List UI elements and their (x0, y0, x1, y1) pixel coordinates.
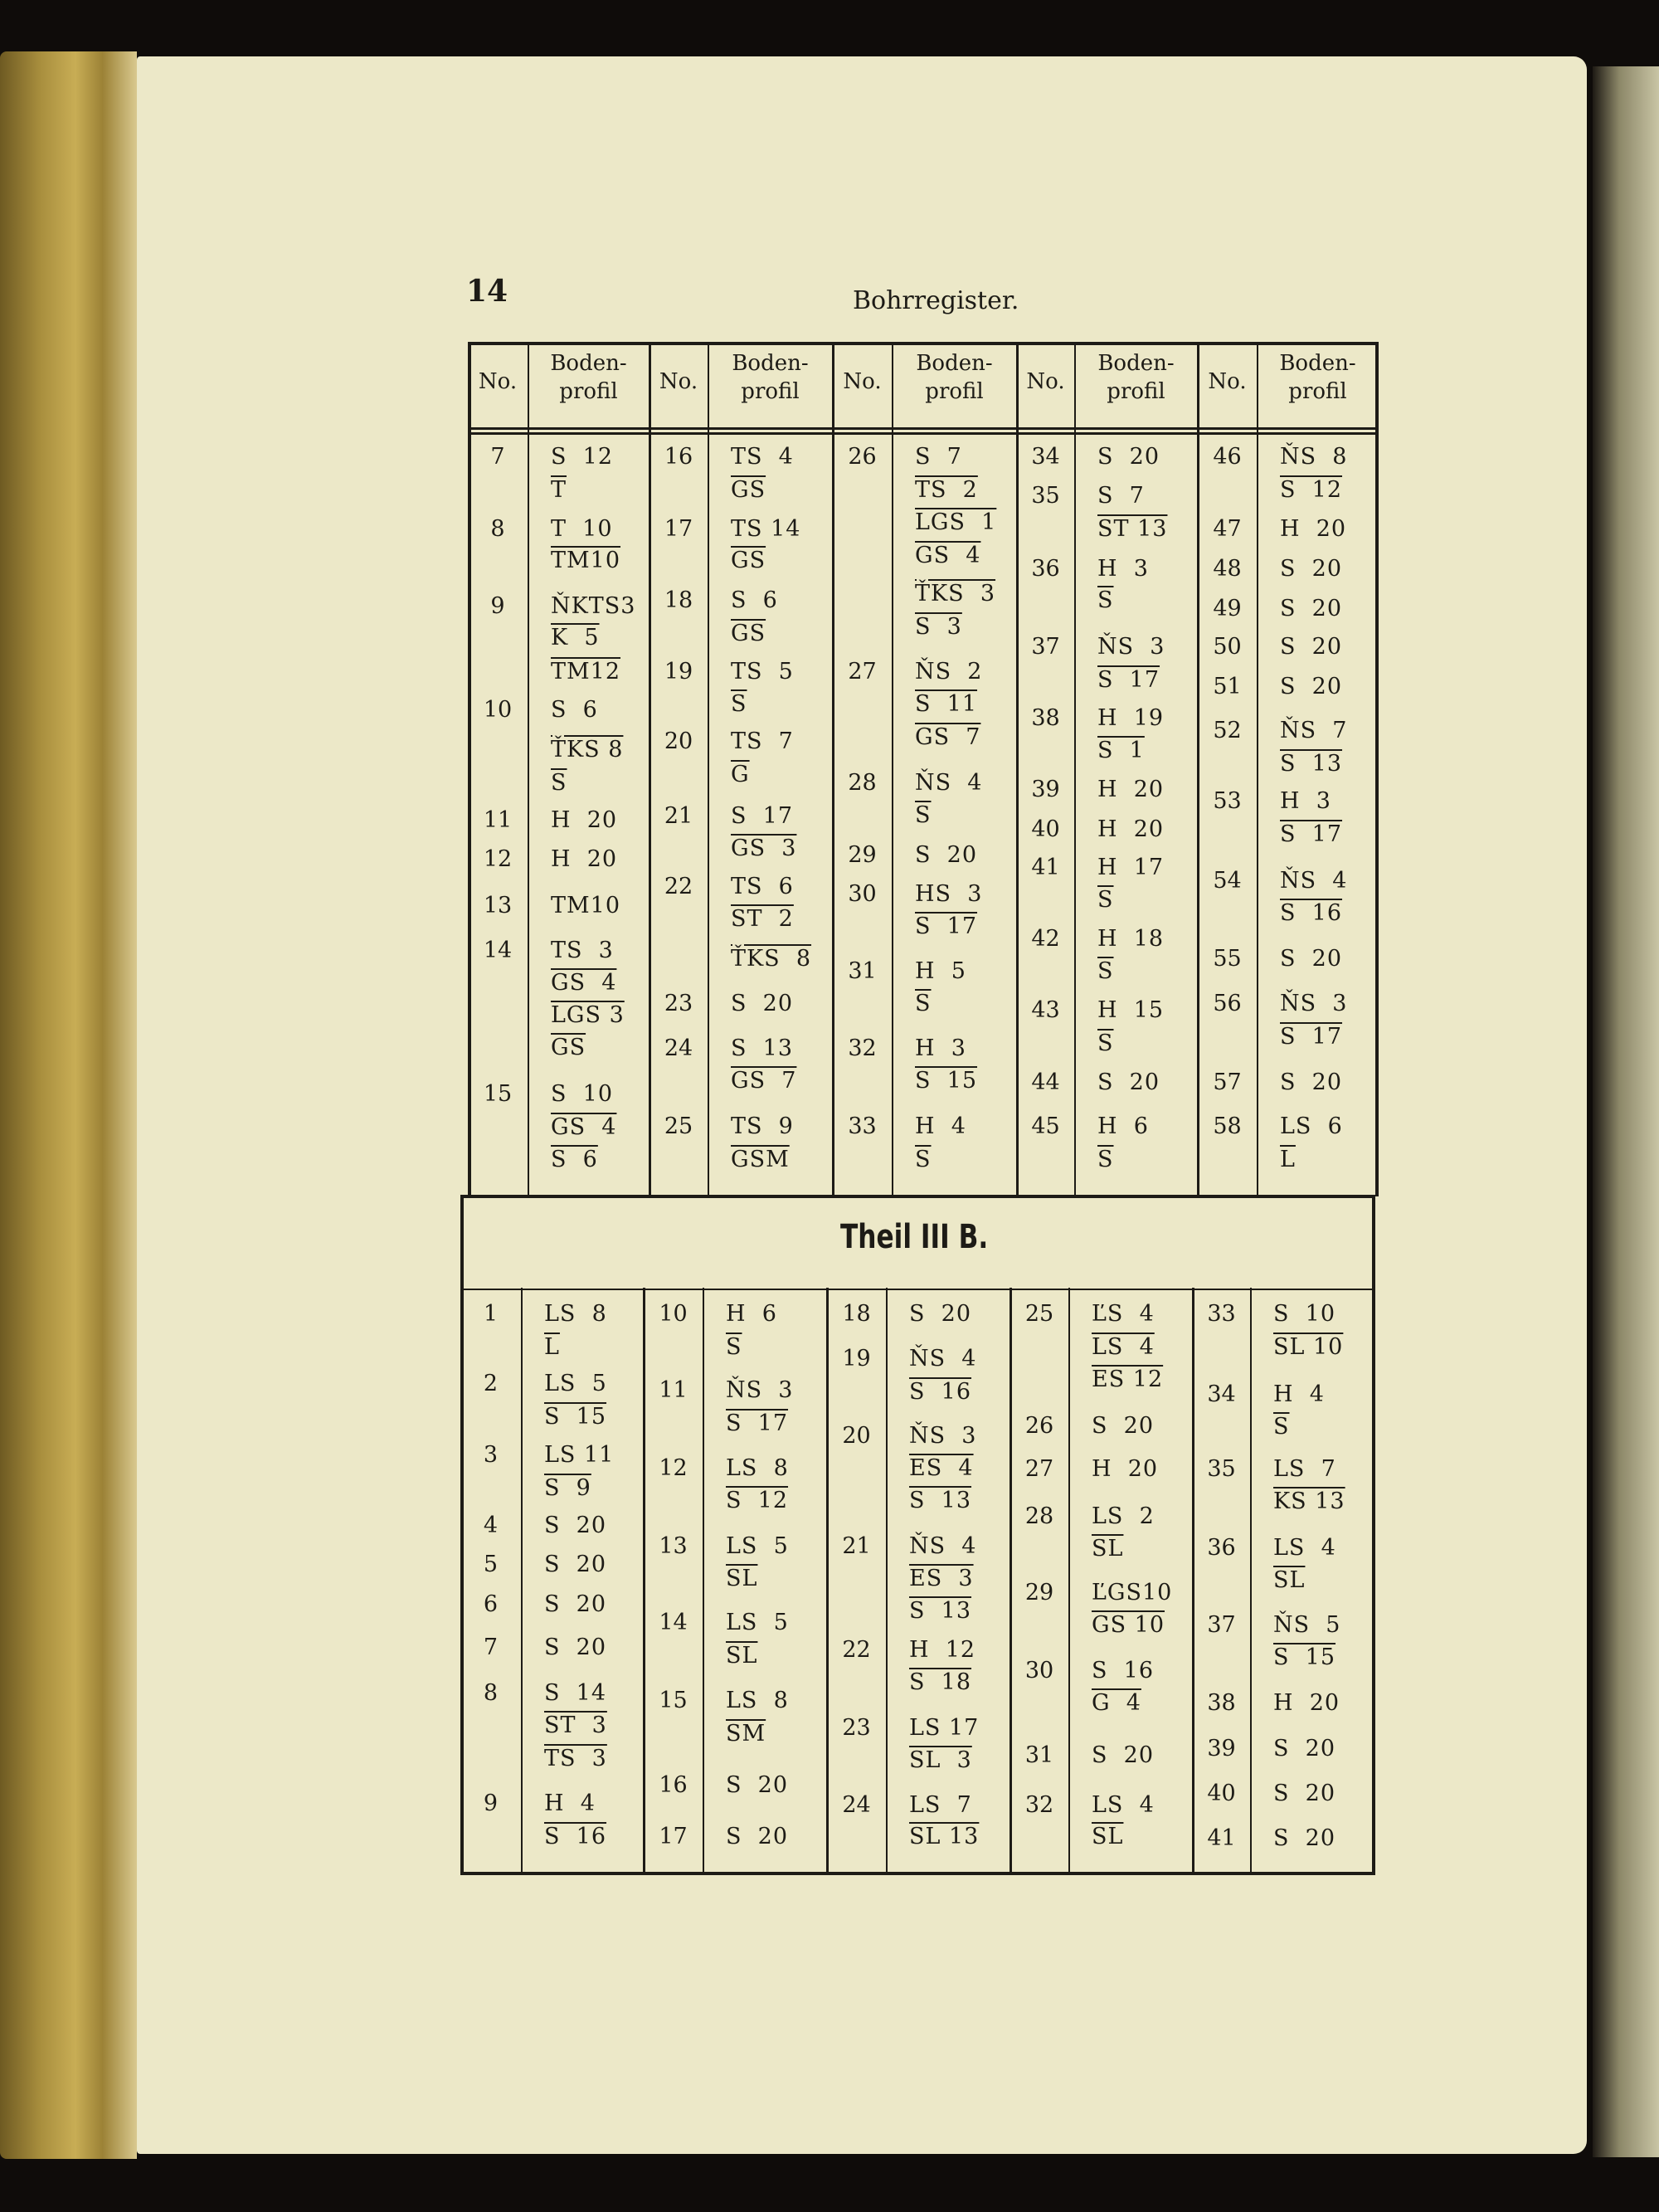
table_b-soil-profile-entry: S 15 (544, 1404, 607, 1430)
table_b-group-divider (1192, 1288, 1194, 1875)
table_b-no-divider (886, 1288, 888, 1875)
table_b-soil-profile-entry: LS 8 (726, 1688, 789, 1713)
table_a-soil-profile-entry: S 16 (1280, 900, 1343, 926)
table_a-soil-profile-entry: H 20 (1097, 777, 1165, 802)
table_a-soil-profile-entry: S 20 (1280, 674, 1343, 699)
table_a-row-number: 13 (483, 893, 513, 918)
table_b-no-divider (703, 1288, 704, 1875)
table_b-soil-profile-entry: S 20 (726, 1824, 789, 1849)
table_a-row-number: 48 (1213, 556, 1242, 582)
table_b-row-number: 24 (842, 1792, 871, 1818)
table_a-soil-profile-entry: ŇKTS3 (551, 593, 636, 619)
table_a-soil-profile-entry: $\overline{T}$ (551, 477, 567, 503)
table_a-row-number: 29 (848, 842, 877, 868)
table_b-soil-profile-entry: ĽGS10 (1092, 1580, 1173, 1605)
table_b-soil-profile-entry: S 20 (909, 1301, 972, 1327)
table_b-group-divider (826, 1288, 829, 1875)
table_b-soil-profile-entry: H 20 (1092, 1456, 1159, 1482)
table_a-soil-profile-entry: LGS 3 (551, 1002, 625, 1028)
table_b-soil-profile-entry: LS 8 (726, 1455, 789, 1481)
table_a-soil-profile-entry: TS 9 (731, 1113, 794, 1139)
table_a-row-number: 30 (848, 881, 877, 907)
table_b-row-number: 13 (659, 1533, 688, 1559)
table_a-row-number: 9 (490, 593, 505, 619)
table_a-soil-profile-entry: $\overline{S}$ (1097, 1030, 1114, 1056)
table_a-row-number: 50 (1213, 634, 1242, 660)
table_a-row-number: 28 (848, 770, 877, 796)
table_a-row-number: 51 (1213, 674, 1242, 699)
table_b-row-number: 2 (483, 1371, 499, 1396)
table_a-soil-profile-entry: S 12 (1280, 477, 1343, 503)
table_a-soil-profile-entry: H 20 (1280, 516, 1347, 542)
table_b-soil-profile-entry: LS 7 (1273, 1456, 1336, 1482)
table_b-row-number: 31 (1024, 1742, 1054, 1768)
table_b-soil-profile-entry: S 17 (726, 1411, 789, 1436)
table_b-soil-profile-entry: $\overline{SM}$ (726, 1721, 766, 1747)
table_b-soil-profile-entry: SL 10 (1273, 1334, 1344, 1360)
table_b-soil-profile-entry: S 20 (726, 1772, 789, 1798)
table_a-soil-profile-entry: TM10 (551, 893, 621, 918)
table_b-row-number: 34 (1207, 1381, 1236, 1407)
table_b-soil-profile-entry: $\overline{S}$ (1273, 1414, 1290, 1440)
table_a-no-divider (1257, 342, 1258, 1195)
table_b-soil-profile-entry: TS 3 (544, 1746, 607, 1771)
table_a-no-divider (1074, 342, 1076, 1195)
table_a-soil-profile-entry: TS 2 (915, 477, 978, 503)
table_b-soil-profile-entry: S 20 (1092, 1413, 1155, 1439)
table_a-soil-profile-entry: ŇS 4 (915, 770, 983, 796)
table_a-row-number: 23 (664, 991, 693, 1016)
table_b-soil-profile-entry: LS 7 (909, 1792, 972, 1818)
table_b-soil-profile-entry: ŇS 5 (1273, 1612, 1341, 1638)
table_a-soil-profile-entry: $\overline{GSM}$ (731, 1147, 790, 1172)
table_b-group-divider (1010, 1288, 1012, 1875)
table_a-soil-profile-entry: S 10 (551, 1081, 614, 1107)
table_b-soil-profile-entry: S 20 (544, 1552, 607, 1577)
table_a-soil-profile-entry: TS 5 (731, 659, 794, 685)
table_b-no-divider (521, 1288, 523, 1875)
table_b-group-divider (643, 1288, 645, 1875)
table_b-row-number: 33 (1207, 1301, 1236, 1327)
table_a-row-number: 14 (483, 938, 513, 963)
table_b-row-number: 41 (1207, 1825, 1236, 1851)
table_a-soil-profile-entry: TS 7 (731, 728, 794, 754)
table_a-soil-profile-entry: TS 3 (551, 938, 614, 963)
table_a-row-number: 16 (664, 444, 693, 470)
table_b-soil-profile-entry: S 20 (1273, 1736, 1336, 1761)
table_a-group-divider (1016, 342, 1019, 1195)
table_a-row-number: 8 (490, 516, 505, 542)
table_a-soil-profile-entry: HS 3 (915, 881, 983, 907)
table_a-header-profile: Boden- profil (1279, 351, 1356, 404)
table_a-soil-profile-entry: S 6 (551, 697, 598, 723)
table_a-soil-profile-entry: H 3 (1280, 788, 1331, 814)
table_b-row-number: 36 (1207, 1535, 1236, 1561)
table_b-soil-profile-entry: LS 4 (1273, 1535, 1336, 1561)
table_a-soil-profile-entry: S 20 (1280, 634, 1343, 660)
table_a-row-number: 52 (1213, 718, 1242, 743)
table_b-soil-profile-entry: ES 3 (909, 1566, 974, 1591)
table_b-soil-profile-entry: $\overline{SL}$ (1092, 1824, 1124, 1849)
page-number: 14 (466, 274, 508, 309)
table_b-soil-profile-entry: LS 5 (544, 1371, 607, 1396)
table_a-row-number: 39 (1031, 777, 1060, 802)
table_b-row-number: 11 (659, 1377, 688, 1403)
table_b-soil-profile-entry: S 20 (1273, 1781, 1336, 1806)
table_b-row-number: 12 (659, 1455, 688, 1481)
table_a-row-number: 25 (664, 1113, 693, 1139)
table_b-soil-profile-entry: $\overline{SL}$ (1273, 1567, 1306, 1593)
table_b-soil-profile-entry: S 16 (544, 1824, 607, 1849)
table_b-row-number: 16 (659, 1772, 688, 1798)
table_a-row-number: 19 (664, 659, 693, 685)
table_a-row-number: 43 (1031, 997, 1060, 1023)
table_a-header-no: No. (1026, 369, 1065, 394)
table_a-soil-profile-entry: S 11 (915, 691, 978, 717)
table_a-row-number: 40 (1031, 816, 1060, 842)
table_a-soil-profile-entry: ST 2 (731, 906, 794, 932)
table_a-soil-profile-entry: ŇS 7 (1280, 718, 1348, 743)
table_b-row-number: 38 (1207, 1690, 1236, 1716)
table_a-soil-profile-entry: H 15 (1097, 997, 1165, 1023)
table_a-header-profile: Boden- profil (916, 351, 993, 404)
table_b-soil-profile-entry: ŇS 4 (909, 1533, 977, 1559)
table_a-row-number: 12 (483, 846, 513, 872)
table_b-row-number: 15 (659, 1688, 688, 1713)
table_b-soil-profile-entry: G 4 (1092, 1690, 1141, 1716)
table_b-row-number: 25 (1024, 1301, 1054, 1327)
table_a-soil-profile-entry: S 7 (915, 444, 962, 470)
table_b-soil-profile-entry: KS 13 (1273, 1488, 1345, 1514)
table_a-soil-profile-entry: $\overline{G}$ (731, 762, 750, 787)
table_b-soil-profile-entry: LS 11 (544, 1442, 615, 1468)
table_b-row-number: 20 (842, 1423, 871, 1449)
table_b-soil-profile-entry: ŇS 3 (726, 1377, 794, 1403)
table_a-group-divider (832, 342, 834, 1195)
table_a-header-profile: Boden- profil (1097, 351, 1175, 404)
table_b-row-number: 19 (842, 1346, 871, 1372)
table_a-soil-profile-entry: $\overline{S}$ (915, 991, 932, 1016)
table_b-soil-profile-entry: S 10 (1273, 1301, 1336, 1327)
table_b-no-divider (1068, 1288, 1070, 1875)
table_a-soil-profile-entry: H 3 (1097, 556, 1149, 582)
table_a-soil-profile-entry: S 13 (1280, 751, 1343, 777)
table_a-soil-profile-entry: ŇS 3 (1097, 634, 1165, 660)
table_b-row-number: 30 (1024, 1658, 1054, 1683)
table_b-soil-profile-entry: SL 3 (909, 1747, 972, 1773)
table_b-soil-profile-entry: $\overline{SL}$ (726, 1566, 758, 1591)
table_b-soil-profile-entry: H 4 (544, 1791, 596, 1816)
table_a-soil-profile-entry: S 6 (551, 1147, 598, 1172)
table_a-soil-profile-entry: TS 6 (731, 874, 794, 899)
table_a-soil-profile-entry: S 17 (1097, 667, 1160, 693)
table_b-row-number: 22 (842, 1637, 871, 1663)
table_b-soil-profile-entry: GS 10 (1092, 1612, 1165, 1638)
table_a-row-number: 33 (848, 1113, 877, 1139)
table_a-row-number: 18 (664, 587, 693, 613)
table_a-soil-profile-entry: ŇS 2 (915, 659, 983, 685)
table_a-soil-profile-entry: TS 4 (731, 444, 794, 470)
table_b-soil-profile-entry: S 18 (909, 1669, 972, 1695)
table_b-soil-profile-entry: ES 12 (1092, 1367, 1164, 1392)
table_b-row-number: 1 (483, 1301, 499, 1327)
table_a-soil-profile-entry: H 19 (1097, 705, 1165, 731)
table_a-soil-profile-entry: $\overline{GS}$ (731, 548, 766, 573)
table_a-row-number: 58 (1213, 1113, 1242, 1139)
table_a-soil-profile-entry: S 1 (1097, 738, 1145, 763)
table_a-header-rule (468, 427, 1379, 430)
table_b-soil-profile-entry: S 16 (1092, 1658, 1155, 1683)
table_b-soil-profile-entry: S 9 (544, 1475, 591, 1501)
table_a-soil-profile-entry: ŇS 4 (1280, 868, 1348, 894)
table_b-soil-profile-entry: S 20 (1092, 1742, 1155, 1768)
table_a-soil-profile-entry: GS 7 (915, 724, 981, 750)
table_b-soil-profile-entry: $\overline{S}$ (726, 1334, 742, 1360)
table_b-row-number: 8 (483, 1680, 499, 1706)
table_a-no-divider (708, 342, 709, 1195)
table_b-soil-profile-entry: LS 4 (1092, 1792, 1155, 1818)
table_a-soil-profile-entry: GS 4 (551, 1114, 617, 1140)
table_a-soil-profile-entry: S 17 (1280, 1024, 1343, 1050)
table_b-row-number: 7 (483, 1635, 499, 1660)
table_a-soil-profile-entry: S 17 (1280, 821, 1343, 847)
table_b-soil-profile-entry: $\overline{SL}$ (726, 1643, 758, 1669)
table_b-row-number: 26 (1024, 1413, 1054, 1439)
table_b-row-number: 39 (1207, 1736, 1236, 1761)
table_a-row-number: 17 (664, 516, 693, 542)
table_a-soil-profile-entry: S 20 (1097, 1069, 1160, 1095)
table_b-soil-profile-entry: SL 13 (909, 1824, 980, 1849)
table_a-soil-profile-entry: S 7 (1097, 483, 1145, 509)
table_b-soil-profile-entry: S 20 (1273, 1825, 1336, 1851)
table_a-soil-profile-entry: TM12 (551, 659, 621, 685)
table_a-soil-profile-entry: H 17 (1097, 855, 1165, 880)
table_a-soil-profile-entry: TS 14 (731, 516, 801, 542)
table_a-row-number: 15 (483, 1081, 513, 1107)
table_a-soil-profile-entry: H 20 (551, 807, 618, 833)
table_b-soil-profile-entry: S 14 (544, 1680, 607, 1706)
table_a-soil-profile-entry: ŇS 8 (1280, 444, 1348, 470)
table_a-soil-profile-entry: S 17 (915, 914, 978, 939)
table_a-soil-profile-entry: ST 13 (1097, 516, 1168, 542)
section-title-theil-iii-b: Theil III B. (840, 1218, 989, 1256)
table_b-soil-profile-entry: S 13 (909, 1488, 972, 1513)
table_a-row-number: 35 (1031, 483, 1060, 509)
table_b-row-number: 9 (483, 1791, 499, 1816)
table_a-soil-profile-entry: $\overline{S}$ (551, 770, 567, 796)
table_b-row-number: 28 (1024, 1503, 1054, 1529)
table_b-row-number: 5 (483, 1552, 499, 1577)
table_b-soil-profile-entry: LS 8 (544, 1301, 607, 1327)
table_a-header-no: No. (1208, 369, 1247, 394)
table_a-soil-profile-entry: K 5 (551, 625, 600, 650)
table_a-no-divider (892, 342, 893, 1195)
table_b-soil-profile-entry: ŇS 3 (909, 1423, 977, 1449)
table_a-soil-profile-entry: GS 4 (915, 543, 981, 568)
table_a-row-number: 56 (1213, 991, 1242, 1016)
table_a-soil-profile-entry: S 20 (1280, 556, 1343, 582)
table_b-row-number: 18 (842, 1301, 871, 1327)
table_a-row-number: 42 (1031, 926, 1060, 952)
table_b-soil-profile-entry: LS 5 (726, 1533, 789, 1559)
table_b-row-number: 29 (1024, 1580, 1054, 1605)
table_a-group-divider (649, 342, 651, 1195)
table_a-row-number: 38 (1031, 705, 1060, 731)
table_b-soil-profile-entry: LS 2 (1092, 1503, 1155, 1529)
table_a-row-number: 45 (1031, 1113, 1060, 1139)
table_b-row-number: 37 (1207, 1612, 1236, 1638)
table_a-soil-profile-entry: GS 3 (731, 836, 797, 861)
table_a-soil-profile-entry: H 4 (915, 1113, 966, 1139)
table_a-row-number: 41 (1031, 855, 1060, 880)
table_a-row-number: 47 (1213, 516, 1242, 542)
table_a-soil-profile-entry: $\overline{S}$ (915, 802, 932, 828)
table_a-row-number: 31 (848, 958, 877, 984)
table_b-row-number: 32 (1024, 1792, 1054, 1818)
table_a-header-rule-double (468, 432, 1379, 435)
table_a-row-number: 27 (848, 659, 877, 685)
table_a-soil-profile-entry: S 13 (731, 1035, 794, 1061)
table_a-soil-profile-entry: S 20 (1280, 596, 1343, 621)
table_a-group-divider (1197, 342, 1199, 1195)
table_a-row-number: 26 (848, 444, 877, 470)
table_a-soil-profile-entry: H 6 (1097, 1113, 1149, 1139)
table_a-header-no: No. (843, 369, 882, 394)
table_b-soil-profile-entry: S 20 (544, 1513, 607, 1538)
table_b-row-number: 21 (842, 1533, 871, 1559)
table_b-row-number: 6 (483, 1591, 499, 1617)
table_a-soil-profile-entry: $\overline{GS}$ (731, 477, 766, 503)
table_a-soil-profile-entry: S 20 (1280, 946, 1343, 972)
table_b-no-divider (1250, 1288, 1252, 1875)
table_b-soil-profile-entry: $\overline{L}$ (544, 1334, 560, 1360)
table_a-soil-profile-entry: $\overline{S}$ (915, 1147, 932, 1172)
table_b-row-number: 27 (1024, 1456, 1054, 1482)
table_a-soil-profile-entry: ŇS 3 (1280, 991, 1348, 1016)
table_b-row-number: 17 (659, 1824, 688, 1849)
table_a-soil-profile-entry: $\overline{S}$ (731, 691, 747, 717)
table_a-row-number: 37 (1031, 634, 1060, 660)
table_a-no-divider (528, 342, 529, 1195)
table_a-row-number: 44 (1031, 1069, 1060, 1095)
table_a-row-number: 11 (483, 807, 513, 833)
table_a-row-number: 54 (1213, 868, 1242, 894)
table_a-soil-profile-entry: LS 6 (1280, 1113, 1343, 1139)
table_b-row-number: 4 (483, 1513, 499, 1538)
table_b-soil-profile-entry: H 4 (1273, 1381, 1325, 1407)
table_b-row-number: 10 (659, 1301, 688, 1327)
table_a-soil-profile-entry: H 20 (551, 846, 618, 872)
book-page-edges (0, 51, 137, 2159)
table_b-soil-profile-entry: ES 4 (909, 1455, 974, 1481)
table_a-soil-profile-entry: $\overline{L}$ (1280, 1147, 1296, 1172)
table_a-soil-profile-entry: S 20 (915, 842, 978, 868)
table_b-soil-profile-entry: LS 17 (909, 1715, 980, 1741)
table_a-soil-profile-entry: H 20 (1097, 816, 1165, 842)
table_a-row-number: 7 (490, 444, 505, 470)
table_a-soil-profile-entry: S 20 (1097, 444, 1160, 470)
table_a-soil-profile-entry: S 20 (1280, 1069, 1343, 1095)
table_a-row-number: 53 (1213, 788, 1242, 814)
table_b-soil-profile-entry: S 20 (544, 1635, 607, 1660)
table_a-soil-profile-entry: ŤKS 3 (915, 581, 996, 607)
table_a-soil-profile-entry: T 10 (551, 516, 613, 542)
table_a-soil-profile-entry: LGS 1 (915, 509, 997, 535)
table_b-row-number: 23 (842, 1715, 871, 1741)
table_a-soil-profile-entry: S 15 (915, 1068, 978, 1094)
table_a-soil-profile-entry: S 3 (915, 614, 962, 640)
table_a-row-number: 36 (1031, 556, 1060, 582)
table_a-soil-profile-entry: GS 4 (551, 970, 617, 996)
table_a-header-profile: Boden- profil (550, 351, 627, 404)
table_a-row-number: 24 (664, 1035, 693, 1061)
table_a-header-no: No. (478, 369, 518, 394)
table_b-row-number: 40 (1207, 1781, 1236, 1806)
table_a-soil-profile-entry: H 5 (915, 958, 966, 984)
table_a-soil-profile-entry: $\overline{GS}$ (731, 621, 766, 646)
table_b-soil-profile-entry: S 16 (909, 1379, 972, 1405)
table_a-soil-profile-entry: $\overline{GS}$ (551, 1035, 586, 1060)
table_a-row-number: 21 (664, 803, 693, 829)
table_b-soil-profile-entry: ST 3 (544, 1713, 607, 1738)
table_a-soil-profile-entry: ŤKS 8 (731, 946, 812, 972)
running-title: Bohrregister. (853, 286, 1019, 315)
table_b-soil-profile-entry: LS 5 (726, 1610, 789, 1635)
table_a-soil-profile-entry: ŤKS 8 (551, 737, 624, 763)
table_a-row-number: 22 (664, 874, 693, 899)
table_b-soil-profile-entry: S 20 (544, 1591, 607, 1617)
table_b-soil-profile-entry: ĽS 4 (1092, 1301, 1155, 1327)
table_b-soil-profile-entry: ŇS 4 (909, 1346, 977, 1372)
table_a-row-number: 20 (664, 728, 693, 754)
table_b-row-number: 14 (659, 1610, 688, 1635)
table_b-row-number: 3 (483, 1442, 499, 1468)
table_b-soil-profile-entry: H 20 (1273, 1690, 1340, 1716)
table_a-soil-profile-entry: $\overline{S}$ (1097, 887, 1114, 913)
table_a-row-number: 49 (1213, 596, 1242, 621)
table_a-soil-profile-entry: H 3 (915, 1035, 966, 1061)
table_a-header-profile: Boden- profil (732, 351, 809, 404)
table_b-soil-profile-entry: S 12 (726, 1488, 789, 1513)
table_a-soil-profile-entry: H 18 (1097, 926, 1165, 952)
next-page-edge (1593, 66, 1659, 2157)
table_a-soil-profile-entry: $\overline{S}$ (1097, 587, 1114, 613)
table_a-header-no: No. (659, 369, 698, 394)
table_b-soil-profile-entry: LS 4 (1092, 1334, 1155, 1360)
table_a-row-number: 34 (1031, 444, 1060, 470)
table_b-soil-profile-entry: H 12 (909, 1637, 976, 1663)
table_a-soil-profile-entry: S 17 (731, 803, 794, 829)
table_a-row-number: 55 (1213, 946, 1242, 972)
table_a-row-number: 46 (1213, 444, 1242, 470)
table_a-soil-profile-entry: $\overline{S}$ (1097, 958, 1114, 984)
table_a-soil-profile-entry: TM10 (551, 548, 621, 573)
table_b-soil-profile-entry: S 13 (909, 1598, 972, 1624)
table_a-soil-profile-entry: $\overline{S}$ (1097, 1147, 1114, 1172)
table_b-soil-profile-entry: H 6 (726, 1301, 777, 1327)
table_a-row-number: 10 (483, 697, 513, 723)
table_a-row-number: 57 (1213, 1069, 1242, 1095)
table_a-soil-profile-entry: GS 7 (731, 1068, 797, 1094)
table_a-soil-profile-entry: S 20 (731, 991, 794, 1016)
table_b-soil-profile-entry: $\overline{SL}$ (1092, 1536, 1124, 1562)
table_b-soil-profile-entry: S 15 (1273, 1644, 1336, 1670)
table_a-row-number: 32 (848, 1035, 877, 1061)
table_a-soil-profile-entry: S 6 (731, 587, 778, 613)
table_b-row-number: 35 (1207, 1456, 1236, 1482)
table_a-soil-profile-entry: S 12 (551, 444, 614, 470)
